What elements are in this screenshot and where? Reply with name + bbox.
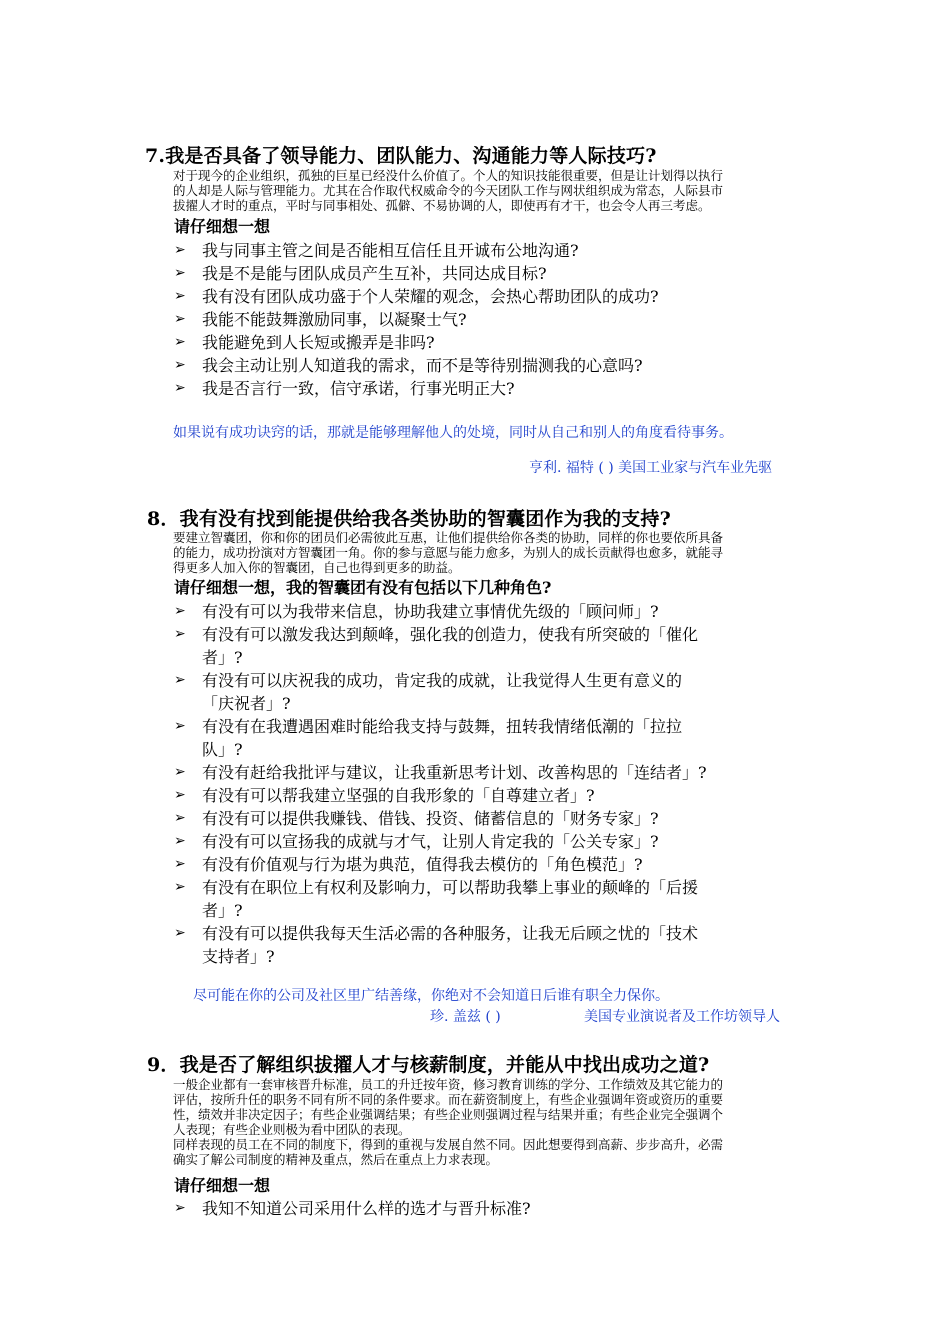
arrow-bullet-icon: ➢ [174, 810, 186, 826]
list-item: ➢ 有没有可以提供我每天生活必需的各种服务，让我无后顾之忧的「技术 支持者」? [174, 924, 699, 966]
arrow-bullet-icon: ➢ [174, 626, 186, 642]
arrow-bullet-icon: ➢ [174, 856, 186, 872]
paragraph-line: 同样表现的员工在不同的制度下，得到的重视与发展自然不同。因此想要得到高薪、步步高升，必需 [173, 1137, 724, 1152]
list-item: ➢ 有没有价值观与行为堪为典范，值得我去模仿的「角色模范」? [174, 855, 643, 874]
list-item: ➢ 有没有可以激发我达到颠峰，强化我的创造力，使我有所突破的「催化 者」? [174, 625, 699, 667]
section-8-quote-author-name: 珍. 盖兹 ( ) [430, 1009, 501, 1025]
paragraph-line: 一般企业都有一套审核晋升标准，员工的升迁按年资，修习教育训练的学分、工作绩效及其它能力的 [173, 1077, 724, 1092]
list-item: ➢ 我知不知道公司采用什么样的选才与晋升标准? [174, 1199, 531, 1218]
list-item: ➢ 有没有可以为我带来信息，协助我建立事情优先级的「顾问师」? [174, 602, 659, 621]
arrow-bullet-icon: ➢ [174, 288, 186, 304]
list-item: ➢ 我能避免到人长短或搬弄是非吗? [174, 333, 435, 352]
arrow-bullet-icon: ➢ [174, 311, 186, 327]
arrow-bullet-icon: ➢ [174, 1200, 186, 1216]
paragraph-line: 的人却是人际与管理能力。尤其在合作取代权威命令的今天团队工作与网状组织成为常态，人际县市 [173, 183, 724, 198]
list-item: ➢ 我能不能鼓舞激励同事，以凝聚士气? [174, 310, 467, 329]
arrow-bullet-icon: ➢ [174, 357, 186, 373]
section-7-quote-author: 亨利. 福特 ( ) 美国工业家与汽车业先驱 [529, 460, 773, 476]
paragraph-line: 得更多人加入你的智囊团，自己也得到更多的助益。 [173, 560, 461, 575]
section-8-paragraph [173, 530, 723, 575]
list-item: ➢ 有没有在我遭遇困难时能给我支持与鼓舞，扭转我情绪低潮的「拉拉 队」? [174, 717, 683, 759]
list-item: ➢ 有没有可以帮我建立坚强的自我形象的「自尊建立者」? [174, 786, 595, 805]
paragraph-line: 要建立智囊团，你和你的团员们必需彼此互惠，让他们提供给你各类的协助，同样的你也要依所具备 [173, 530, 724, 545]
section-9-paragraph [173, 1077, 723, 1167]
section-8-heading: 8．我有没有找到能提供给我各类协助的智囊团作为我的支持? [147, 508, 671, 530]
section-9-subheading: 请仔细想一想 [174, 1176, 271, 1195]
list-item: ➢ 我有没有团队成功盛于个人荣耀的观念，会热心帮助团队的成功? [174, 287, 659, 306]
section-9-list [174, 1197, 531, 1220]
list-item: ➢ 有没有可以提供我赚钱、借钱、投资、储蓄信息的「财务专家」? [174, 809, 659, 828]
section-7-heading: 7.我是否具备了领导能力、团队能力、沟通能力等人际技巧? [145, 145, 657, 167]
list-item: ➢ 有没有在职位上有权利及影响力，可以帮助我攀上事业的颠峰的「后援 者」? [174, 878, 699, 920]
arrow-bullet-icon: ➢ [174, 242, 186, 258]
list-item: ➢ 有没有可以宣扬我的成就与才气，让别人肯定我的「公关专家」? [174, 832, 659, 851]
list-item: ➢ 有没有赶给我批评与建议，让我重新思考计划、改善构思的「连结者」? [174, 763, 707, 782]
section-7-paragraph [173, 168, 723, 213]
list-item: ➢ 我会主动让别人知道我的需求，而不是等待别揣测我的心意吗? [174, 356, 643, 375]
paragraph-line: 对于现今的企业组织，孤独的巨星已经没什么价值了。个人的知识技能很重要，但是让计划得以执行 [173, 168, 724, 183]
section-7-subheading: 请仔细想一想 [174, 217, 271, 236]
arrow-bullet-icon: ➢ [174, 833, 186, 849]
section-7-list [174, 239, 659, 400]
paragraph-line: 性，绩效并非决定因子；有些企业强调结果；有些企业则强调过程与结果并重；有些企业完全强调个 [173, 1107, 724, 1122]
section-9-heading: 9．我是否了解组织拔擢人才与核薪制度，并能从中找出成功之道? [147, 1054, 710, 1076]
arrow-bullet-icon: ➢ [174, 718, 186, 734]
paragraph-line: 的能力，成功扮演对方智囊团一角。你的参与意愿与能力愈多，为别人的成长贡献得也愈多，就能寻 [173, 545, 724, 560]
arrow-bullet-icon: ➢ [174, 603, 186, 619]
arrow-bullet-icon: ➢ [174, 672, 186, 688]
list-item: ➢ 有没有可以庆祝我的成功，肯定我的成就，让我觉得人生更有意义的 「庆祝者」? [174, 671, 683, 713]
list-item: ➢ 我与同事主管之间是否能相互信任且开诚布公地沟通? [174, 241, 579, 260]
paragraph-line: 评估，按所升任的职务不同有所不同的条件要求。而在薪资制度上，有些企业强调年资或资历的重要 [173, 1092, 724, 1107]
section-8-subheading: 请仔细想一想，我的智囊团有没有包括以下几种角色? [174, 578, 552, 597]
arrow-bullet-icon: ➢ [174, 764, 186, 780]
list-item: ➢ 我是否言行一致，信守承诺，行事光明正大? [174, 379, 515, 398]
section-8-quote: 尽可能在你的公司及社区里广结善缘，你绝对不会知道日后谁有职全力保你。 [193, 988, 669, 1004]
paragraph-line: 人表现；有些企业则极为看中团队的表现。 [173, 1122, 411, 1137]
paragraph-line: 拔擢人才时的重点，平时与同事相处、孤僻、不易协调的人，即使再有才干，也会令人再三考虑。 [173, 198, 711, 213]
arrow-bullet-icon: ➢ [174, 334, 186, 350]
arrow-bullet-icon: ➢ [174, 925, 186, 941]
list-item: ➢ 我是不是能与团队成员产生互补，共同达成目标? [174, 264, 547, 283]
section-8-quote-author-title: 美国专业演说者及工作坊领导人 [584, 1009, 780, 1025]
arrow-bullet-icon: ➢ [174, 380, 186, 396]
arrow-bullet-icon: ➢ [174, 265, 186, 281]
section-7-quote: 如果说有成功诀窍的话，那就是能够理解他人的处境，同时从自己和别人的角度看待事务。 [173, 425, 733, 441]
paragraph-line: 确实了解公司制度的精神及重点，然后在重点上力求表现。 [173, 1152, 499, 1167]
arrow-bullet-icon: ➢ [174, 879, 186, 895]
section-8-list [174, 600, 707, 968]
arrow-bullet-icon: ➢ [174, 787, 186, 803]
